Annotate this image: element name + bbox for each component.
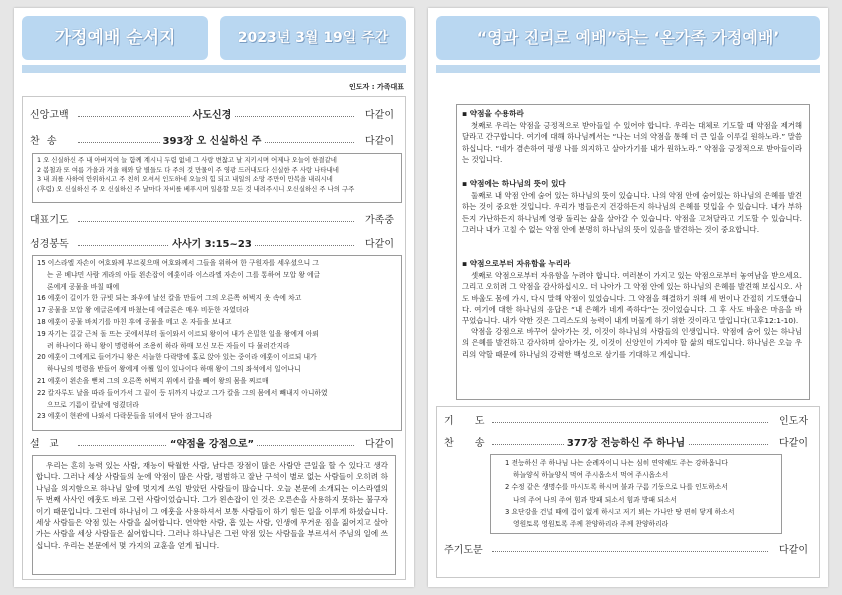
section-freedom — [462, 258, 802, 360]
creed-label: 신앙고백 — [30, 110, 69, 121]
prayer-who: 가족중 — [362, 213, 394, 229]
reading-label: 성경봉독 — [30, 239, 69, 250]
verse-line: 17 공물을 모압 왕 에글론에게 바쳤는데 에글론은 매우 비둔한 자였더라 — [37, 306, 249, 315]
hymn-line: 1 오 신실하신 주 내 아버지여 늘 함께 계시니 두렴 없네 그 사랑 변찮고 날 지키시며 어제나 오늘이 한결같네 — [37, 156, 337, 164]
title-banner — [22, 16, 208, 60]
prayer-row — [444, 414, 808, 430]
left-page — [14, 8, 414, 587]
verse-line: 21 에훗이 왼손을 뻗쳐 그의 오른쪽 허벅지 위에서 칼을 빼어 왕의 몸을 찌르매 — [37, 376, 269, 385]
hymn-line: 3 내 죄를 사하여 안위하시고 주 친히 오셔서 인도하네 오늘의 힘 되고 내일의 소망 주만이 만복을 내리시네 — [37, 175, 333, 184]
prayer-row — [30, 213, 394, 229]
hymn-line: 2 봄철과 또 여름 가을과 겨울 해와 달 별들도 다 주의 것 만물이 주 영광 드러내도다 신실한 주 사랑 나타내네 — [37, 165, 339, 174]
section-title: ▪ 약점에는 하나님의 뜻이 있다 — [462, 179, 566, 188]
section-title: ▪ 약점을 수용하라 — [462, 109, 524, 118]
date-banner — [220, 16, 406, 60]
verse-line: 20 에훗이 그에게로 들어가니 왕은 서늘한 다락방에 홀로 앉아 있는 중이라 에훗이 이르되 내가 — [37, 353, 317, 362]
verse-line: 으므로 기름이 칼날에 엉겼더라 — [47, 400, 139, 409]
page-title: “영과 진리로 예배”하는 ‘온가족 가정예배’ — [476, 28, 780, 47]
sermon-who: 다같이 — [362, 437, 394, 453]
verse-line: 하나님의 명령을 받들어 왕에게 아뢸 일이 있나이다 하매 왕이 그의 좌석에서 일어나니 — [47, 365, 301, 374]
creed-who: 다같이 — [362, 108, 394, 124]
section-title: ▪ 약점으로부터 자유함을 누리라 — [462, 259, 571, 268]
title-banner — [436, 16, 820, 60]
hymn-title: 377장 전능하신 주 하나님 — [444, 436, 808, 452]
section-text: 약점을 강점으로 바꾸어 살아가는 것, 이것이 하나님의 사람들의 인생입니다. 약점에 숨어 있는 하나님의 은혜를 발견하고 감사하며 살아가는 것, 이것이 신앙인이 가져야 할 삶의 태도입니다. 하나님은 오늘 우리의 약할 때문에 하나님의 강력한 백성으로 삼기를 기대하고 계십니다. — [462, 327, 802, 359]
header-bar — [22, 65, 406, 73]
creed-title: 사도신경 — [30, 108, 394, 124]
hymn-line: 3 요단강을 건널 때에 겁이 없게 하시고 저기 뵈는 가나안 땅 편히 닿게 하소서 — [505, 507, 735, 516]
sermon-row — [30, 437, 394, 453]
verse-line: 론에게 공물을 바칠 때에 — [47, 282, 120, 291]
section-accept — [462, 108, 802, 165]
sermon-label: 설 교 — [30, 439, 62, 450]
page-title: 가정예배 순서지 — [54, 28, 176, 48]
reading-row — [30, 237, 394, 253]
hymn-label: 찬 송 — [444, 438, 494, 449]
hymn-lyrics-box — [490, 454, 782, 534]
hymn-who: 다같이 — [362, 134, 394, 150]
verse-line: 15 이스라엘 자손이 여호와께 부르짖으매 여호와께서 그들을 위하여 한 구원자를 세우셨으니 그 — [37, 259, 319, 267]
section-text: 둘째로 내 약점 안에 숨어 있는 하나님의 뜻이 있습니다. 나의 약점 안에 숨어있는 하나님의 은혜를 발견하는 것이 중요한 것입니다. 우리가 병들은지 건강하든지 하나님의 은혜를 덧입을 수 있습니다. 내가 부하든지 가난하든지 하나님께 영광 돌리는 삶을 살아갈 수 있습니다. 약점을 고쳐달라고 기도할 수 있습니다. 그러나 내가 고칠 수 없는 약점 안에 분명히 하나님의 뜻이 있음을 발견하는 것이 중요합니다. — [462, 191, 802, 234]
verse-line: 16 에훗이 길이가 한 규빗 되는 좌우에 날선 칼을 만들어 그의 오른쪽 허벅지 옷 속에 차고 — [37, 294, 302, 303]
hymn-line: 하늘양식 하늘양식 먹여 주시옵소서 먹여 주시옵소서 — [513, 471, 669, 480]
leader-dots — [78, 221, 354, 222]
sermon-title: “약점을 강점으로” — [30, 437, 394, 453]
hymn-line: 2 수정 같은 생명수를 마시도록 하시며 불과 구름 기둥으로 나를 인도하소서 — [505, 483, 728, 492]
verse-line: 려 하나이다 하니 왕이 명령하여 조용히 하라 하매 모신 모든 자들이 다 물러간지라 — [47, 341, 290, 350]
verse-line: 23 에훗이 현관에 나와서 다락문들을 뒤에서 닫아 잠그니라 — [37, 412, 212, 421]
lords-prayer-label: 주기도문 — [444, 545, 483, 556]
reading-title: 사사기 3:15~23 — [30, 237, 394, 253]
right-page — [428, 8, 828, 587]
prayer-label: 대표기도 — [30, 215, 69, 226]
hymn-title: 393장 오 신실하신 주 — [30, 134, 394, 150]
verse-line: 22 칼자루도 날을 따라 들어가서 그 끝이 등 뒤까지 나갔고 그가 칼을 그의 몸에서 빼내지 아니하였 — [37, 388, 328, 397]
leader-dots — [492, 422, 768, 423]
creed-row — [30, 108, 394, 124]
prayer-who: 인도자 — [776, 414, 808, 430]
hymn-line: (후렴) 오 신실하신 주 오 신실하신 주 날마다 자비를 베푸시며 일용할 모든 것 내려주시니 오신실하신 주 나의 구주 — [37, 184, 355, 193]
hymn-line: 나의 주여 나의 주여 힘과 방패 되소서 힘과 방패 되소서 — [513, 495, 677, 504]
reading-who: 다같이 — [362, 237, 394, 253]
section-text: 첫째로 우리는 약점을 긍정적으로 받아들일 수 있어야 합니다. 우리는 대체로 기도할 때 약점을 제거해 달라고 간구합니다. 여기에 대해 하나님께서는 “나는 너의 약점을 통해 더 큰 일을 이루길 원하노라.” 말씀하십니다. “네가 겸손하여 평생 나를 의지하고 살아가기를 내가 원하노라.” 약점을 긍정적으로 받아들이라는 것입니다. — [462, 121, 802, 164]
hymn-line: 1 전능하신 주 하나님 나는 순례자이니 나는 심히 연약해도 주는 강하옵니다 — [505, 459, 728, 467]
scripture-box — [32, 255, 402, 431]
hymn-lyrics-box — [32, 153, 402, 203]
sermon-text: 우리는 흔히 능력 있는 사람, 재능이 탁월한 사람, 남다른 장점이 많은 사람만 큰일을 할 수 있다고 생각합니다. 그러나 세상 사람들의 눈에 약점이 많은 사람, 평범하고 잘난 구석이 별로 없는 사람들이 오히려 하나님을 의지함으로 하나님 앞에 멋지게 쓰임 받았던 사람들이 많습니다. 오늘 본문에 소개되는 이스라엘의 두 번째 사사인 에훗도 바로 그런 사람이었습니다. 그가 왼손잡이 인 것은 오른손을 사용하지 못하는 불구자이기 때문입니다. 그런데 하나님이 그 에훗을 사용하셔서 보통 사람들이 하기 힘든 일을 이루게 하셨습니다. 세상 사람들은 약점 있는 사람을 싫어합니다. 연약한 사람, 흠 있는 사람, 인생에 무거운 짐을 짊어지고 살아가는 사람을 세상 사람들은 싫어합니다. 그러나 하나님은 그런 약점 있는 사람들을 부르셔서 주님의 일에 쓰십니다. 우리는 본문에서 몇 가지의 교훈을 얻게 됩니다. — [36, 461, 388, 550]
verse-line: 18 에훗이 공물 바치기를 마친 후에 공물을 메고 온 자들을 보내고 — [37, 317, 232, 326]
verse-line: 19 자기는 길갈 근처 돌 뜨는 곳에서부터 돌이와서 이르되 왕이여 내가 은밀한 일을 왕에게 아뢰 — [37, 329, 319, 338]
lords-prayer-who: 다같이 — [776, 543, 808, 559]
hymn-label: 찬 송 — [30, 136, 59, 147]
hymn-line: 영원토록 영원토록 주께 찬양하리라 주께 찬양하리라 — [513, 520, 669, 529]
hymn-row — [30, 134, 394, 150]
lords-prayer-row — [444, 543, 808, 559]
prayer-label: 기 도 — [444, 416, 494, 427]
hymn-row — [444, 436, 808, 452]
leader-label: 인도자 : 가족대표 — [348, 83, 404, 91]
verse-line: 는 곧 베냐민 사람 게라의 아들 왼손잡이 에훗이라 이스라엘 자손이 그를 통하여 모압 왕 에글 — [47, 270, 321, 279]
header-bar — [436, 65, 820, 73]
leader-dots — [492, 551, 768, 552]
hymn-who: 다같이 — [776, 436, 808, 452]
section-text: 셋째로 약점으로부터 자유함을 누려야 합니다. 여러분이 가지고 있는 약점으로부터 놓여남을 받으세요. 그리고 오히려 그 약점을 감사하십시오. 더 나아가 그 약점 안에 있는 하나님의 은혜를 발견해 보십시오. 사도 바울도 몸에 가시, 다시 말해 약점이 있었습니다. 그 약점을 해결하기 위해 세 번이나 간절히 기도했습니다. 여기에 대한 하나님의 응답은 “내 은혜가 네게 족하다”는 것이었습니다. 그 후 사도 바울은 마음을 바꾸었습니다. 내가 약한 것은 그리스도의 능력이 내게 머물게 하기 위한 것이라고 말입니다(고후12:1-10). — [462, 271, 802, 326]
date-text: 2023년 3월 19일 주간 — [237, 30, 389, 46]
section-gods-will — [462, 178, 802, 235]
